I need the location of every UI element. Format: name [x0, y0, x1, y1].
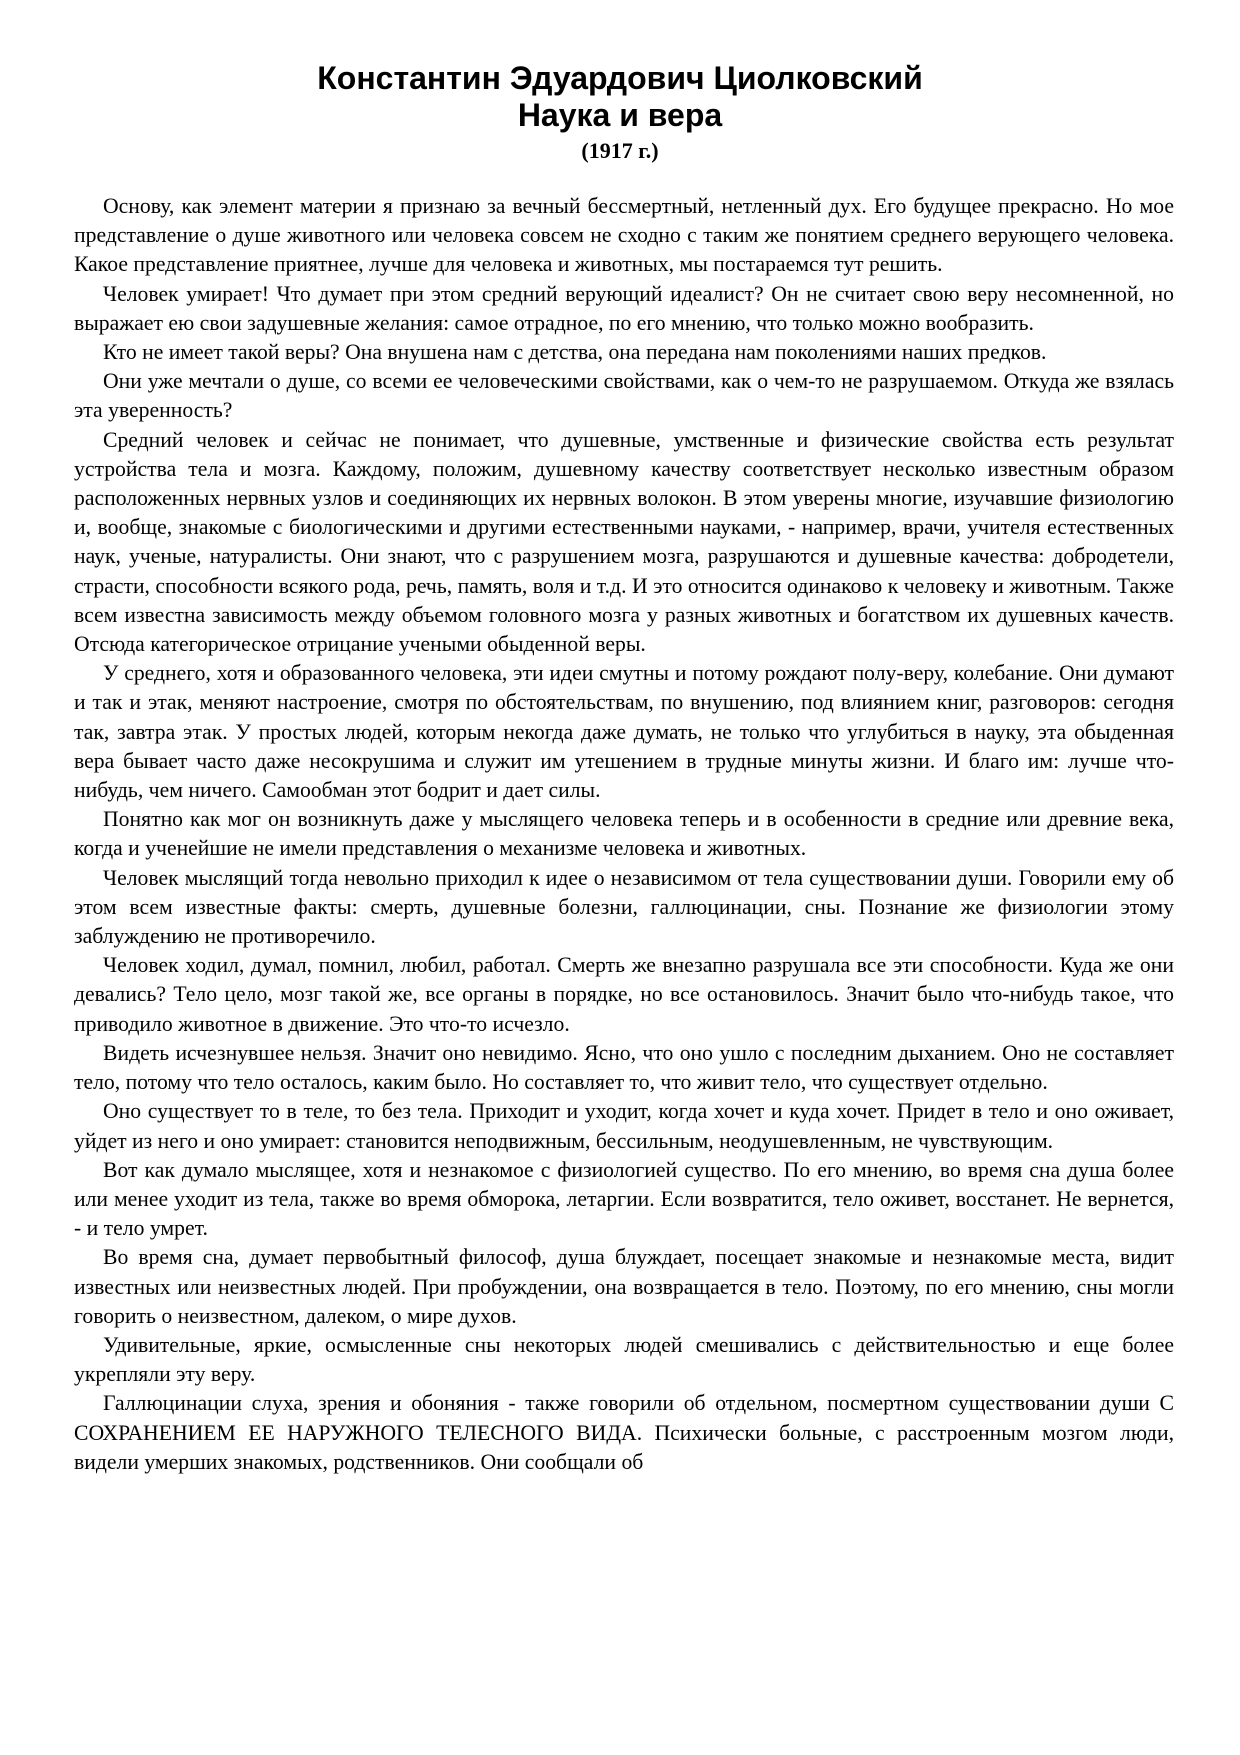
paragraph-8: Человек мыслящий тогда невольно приходил к идее о независимом от тела существовании души. Говорили ему об этом всем известные факты: смерть, душевные болезни, галлюцинации, сны. Познание же физиологии этому заблуждению не противоречило.: [74, 865, 1174, 949]
paragraph-10: Видеть исчезнувшее нельзя. Значит оно невидимо. Ясно, что оно ушло с последним дыханием. Оно не составляет тело, потому что тело осталось, каким было. Но составляет то, что живит тело, что существует отдельно.: [74, 1040, 1174, 1095]
author-name: Константин Эдуардович Циолковский: [317, 60, 923, 96]
paragraph-12: Вот как думало мыслящее, хотя и незнакомое с физиологией существо. По его мнению, во время сна душа более или менее уходит из тела, также во время обморока, летаргии. Если возвратится, тело оживет, восстанет. Не вернется, - и тело умрет.: [74, 1157, 1174, 1241]
paragraph-4: Они уже мечтали о душе, со всеми ее человеческими свойствами, как о чем-то не разрушаемом. Откуда же взялась эта уверенность?: [74, 369, 1174, 423]
paragraph-1: Основу, как элемент материи я признаю за вечный бессмертный, нетленный дух. Его будущее прекрасно. Но мое представление о душе животного или человека совсем не сходно с таким же понятием среднего верующего человека. Какое представление приятнее, лучше для человека и животных, мы постараемся тут решить.: [74, 194, 1174, 277]
paragraph-6: У среднего, хотя и образованного человека, эти идеи смутны и потому рождают полу-веру, колебание. Они думают и так и этак, меняют настроение, смотря по обстоятельствам, по внушению, под влиянием книг, разговоров: сегодня так, завтра этак. У простых людей, которым некогда даже думать, не только что углубиться в науку, эта обыденная вера бывает часто даже несокрушима и служит им утешением в трудные минуты жизни. И благо им: лучше что-нибудь, чем ничего. Самообман этот бодрит и дает силы.: [74, 661, 1174, 803]
paragraph-13: Во время сна, думает первобытный философ, душа блуждает, посещает знакомые и незнакомые места, видит известных или неизвестных людей. При пробуждении, она возвращается в тело. Поэтому, по его мнению, сны могли говорить о неизвестном, далеком, о мире духов.: [74, 1245, 1174, 1328]
paragraph-7: Понятно как мог он возникнуть даже у мыслящего человека теперь и в особенности в средние или древние века, когда и ученейшие не имели представления о механизме человека и животных.: [74, 807, 1174, 861]
document-header: [0, 60, 1240, 166]
document-body: [74, 192, 1174, 1477]
paragraph-3: Кто не имеет такой веры? Она внушена нам с детства, она передана нам поколениями наших предков.: [103, 340, 1047, 365]
paragraph-5: Средний человек и сейчас не понимает, что душевные, умственные и физические свойства есть результат устройства тела и мозга. Каждому, положим, душевному качеству соответствует несколько известным образом расположенных нервных узлов и соединяющих их нервных волокон. В этом уверены многие, изучавшие физиологию и, вообще, знакомые с биологическими и другими естественными науками, - например, врачи, учителя естественных наук, ученые, натуралисты. Они знают, что с разрушением мозга, разрушаются и душевные качества: добродетели, страсти, способности всякого рода, речь, память, воля и т.д. И это относится одинаково к человеку и животным. Также всем известна зависимость между объемом головного мозга у разных животных и богатством их душевных качеств. Отсюда категорическое отрицание учеными обыденной веры.: [74, 427, 1174, 657]
document-title: Наука и вера: [517, 97, 723, 133]
paragraph-14: Удивительные, яркие, осмысленные сны некоторых людей смешивались с действительностью и еще более укрепляли эту веру.: [74, 1332, 1174, 1387]
document-year: (1917 г.): [581, 138, 659, 163]
paragraph-9: Человек ходил, думал, помнил, любил, работал. Смерть же внезапно разрушала все эти способности. Куда же они девались? Тело цело, мозг такой же, все органы в порядке, но все остановилось. Значит было что-нибудь такое, что приводило животное в движение. Это что-то исчезло.: [74, 953, 1174, 1036]
paragraph-15: Галлюцинации слуха, зрения и обоняния - также говорили об отдельном, посмертном существовании души С СОХРАНЕНИЕМ ЕЕ НАРУЖНОГО ТЕЛЕСНОГО ВИДА. Психически больные, с расстроенным мозгом люди, видели умерших знакомых, родственников. Они сообщали об: [74, 1391, 1174, 1474]
paragraph-2: Человек умирает! Что думает при этом средний верующий идеалист? Он не считает свою веру несомненной, но выражает ею свои задушевные желания: самое отрадное, по его мнению, что только можно вообразить.: [74, 281, 1174, 335]
paragraph-11: Оно существует то в теле, то без тела. Приходит и уходит, когда хочет и куда хочет. Придет в тело и оно оживает, уйдет из него и оно умирает: становится неподвижным, бессильным, неодушевленным, не чувствующим.: [74, 1099, 1174, 1153]
